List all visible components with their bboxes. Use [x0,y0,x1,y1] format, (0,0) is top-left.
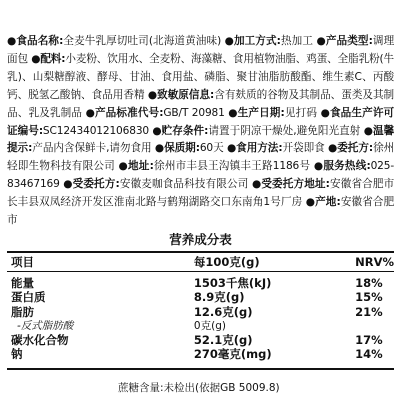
nutrition-title: 营养成分表 [169,232,232,247]
nutrient-amount: 0克(g) [193,319,226,332]
label-field-processing: ●加工方式:热加工 [224,35,314,47]
nutrient-nrv: 15% [355,290,383,305]
label-field-manufacturer-address: ●受委托方地址:安徽省合肥市长丰县双凤经济开发区淮南北路与鹤翔湖路交口东南角1号厂房 [7,178,395,209]
label-field-client: ●委托方:徐州轻即生物科技有限公司 [7,142,395,173]
nutrient-name: 能量 [11,276,34,290]
nutrient-amount: 12.6克(g) [193,304,253,319]
header-item: 项目 [11,255,34,269]
nutrition-row-trans-fat [7,319,394,333]
label-field-storage: ●贮存条件:请置于阴凉干燥处,避免阳光直射 [152,124,361,137]
label-field-address: ●地址:徐州市丰县王沟镇丰王路1186号 [118,160,311,173]
product-label-text [7,33,394,230]
nutrient-name: -反式脂肪酸 [17,319,74,332]
label-field-standard: ●产品标准代号:GB/T 20981 [85,106,225,119]
nutrient-name: 钠 [11,347,23,362]
nutrient-amount: 270毫克(mg) [193,347,272,362]
nutrition-row-fat [7,305,394,319]
label-field-production-date: ●生产日期:见打码 [228,106,318,119]
label-field-allergens: ●致敏原信息:含有麸质的谷物及其制品、蛋类及其制品、乳及乳制品 [7,88,395,119]
label-field-product-name: ●食品名称:全麦牛乳厚切吐司(北海道黄油味) [7,35,222,47]
label-field-tip: ●温馨提示:产品内含保鲜卡,请勿食用 [7,124,395,155]
nutrient-amount: 8.9克(g) [193,290,245,305]
label-field-hotline: ●服务热线:025-83467169 [7,160,395,191]
nutrient-name: 蛋白质 [11,290,46,305]
nutrient-nrv: 21% [355,304,383,319]
nutrition-row-carbohydrate [7,333,394,347]
nutrient-name: 碳水化合物 [11,333,69,348]
label-field-shelf-life: ●保质期:60天 [154,142,224,155]
nutrition-table [7,251,394,370]
nutrient-nrv: 18% [355,276,383,290]
nutrition-facts-panel [7,232,394,370]
sucrose-note: 蔗糖含量:未检出(依据GB 5009.8) [118,382,280,394]
nutrient-name: 脂肪 [11,304,34,319]
header-per-100g: 每100克(g) [193,255,260,269]
nutrition-row-energy [7,272,394,291]
nutrient-nrv: 14% [355,347,383,362]
nutrition-header-row [7,252,394,272]
label-field-product-type: ●产品类型:调理面包 [7,35,395,65]
label-field-origin: ●产地:安徽省合肥市 [7,196,395,227]
label-field-manufacturer: ●受委托方:安徽麦咖食品科技有限公司 [63,178,249,191]
label-field-ingredients: ●配料:小麦粉、饮用水、全麦粉、海藻糖、食用植物油脂、鸡蛋、全脂乳粉(牛乳)、山梨糖醇液、酵母、甘油、食用盐、磷脂、聚甘油脂肪酸酯、维生素C、丙酸钙、脱氢乙酸钠、食品用香精 [7,52,394,101]
nutrient-amount: 52.1克(g) [193,333,253,348]
label-field-usage: ●食用方法:开袋即食 [226,142,325,155]
nutrient-amount: 1503千焦(kJ) [193,276,272,290]
header-nrv: NRV% [355,255,394,269]
nutrition-row-sodium [7,347,394,368]
nutrient-nrv [335,319,394,333]
nutrition-row-protein [7,290,394,304]
nutrient-nrv: 17% [355,333,383,348]
label-field-license: ●食品生产许可证编号:SC12434012106830 [7,106,394,137]
